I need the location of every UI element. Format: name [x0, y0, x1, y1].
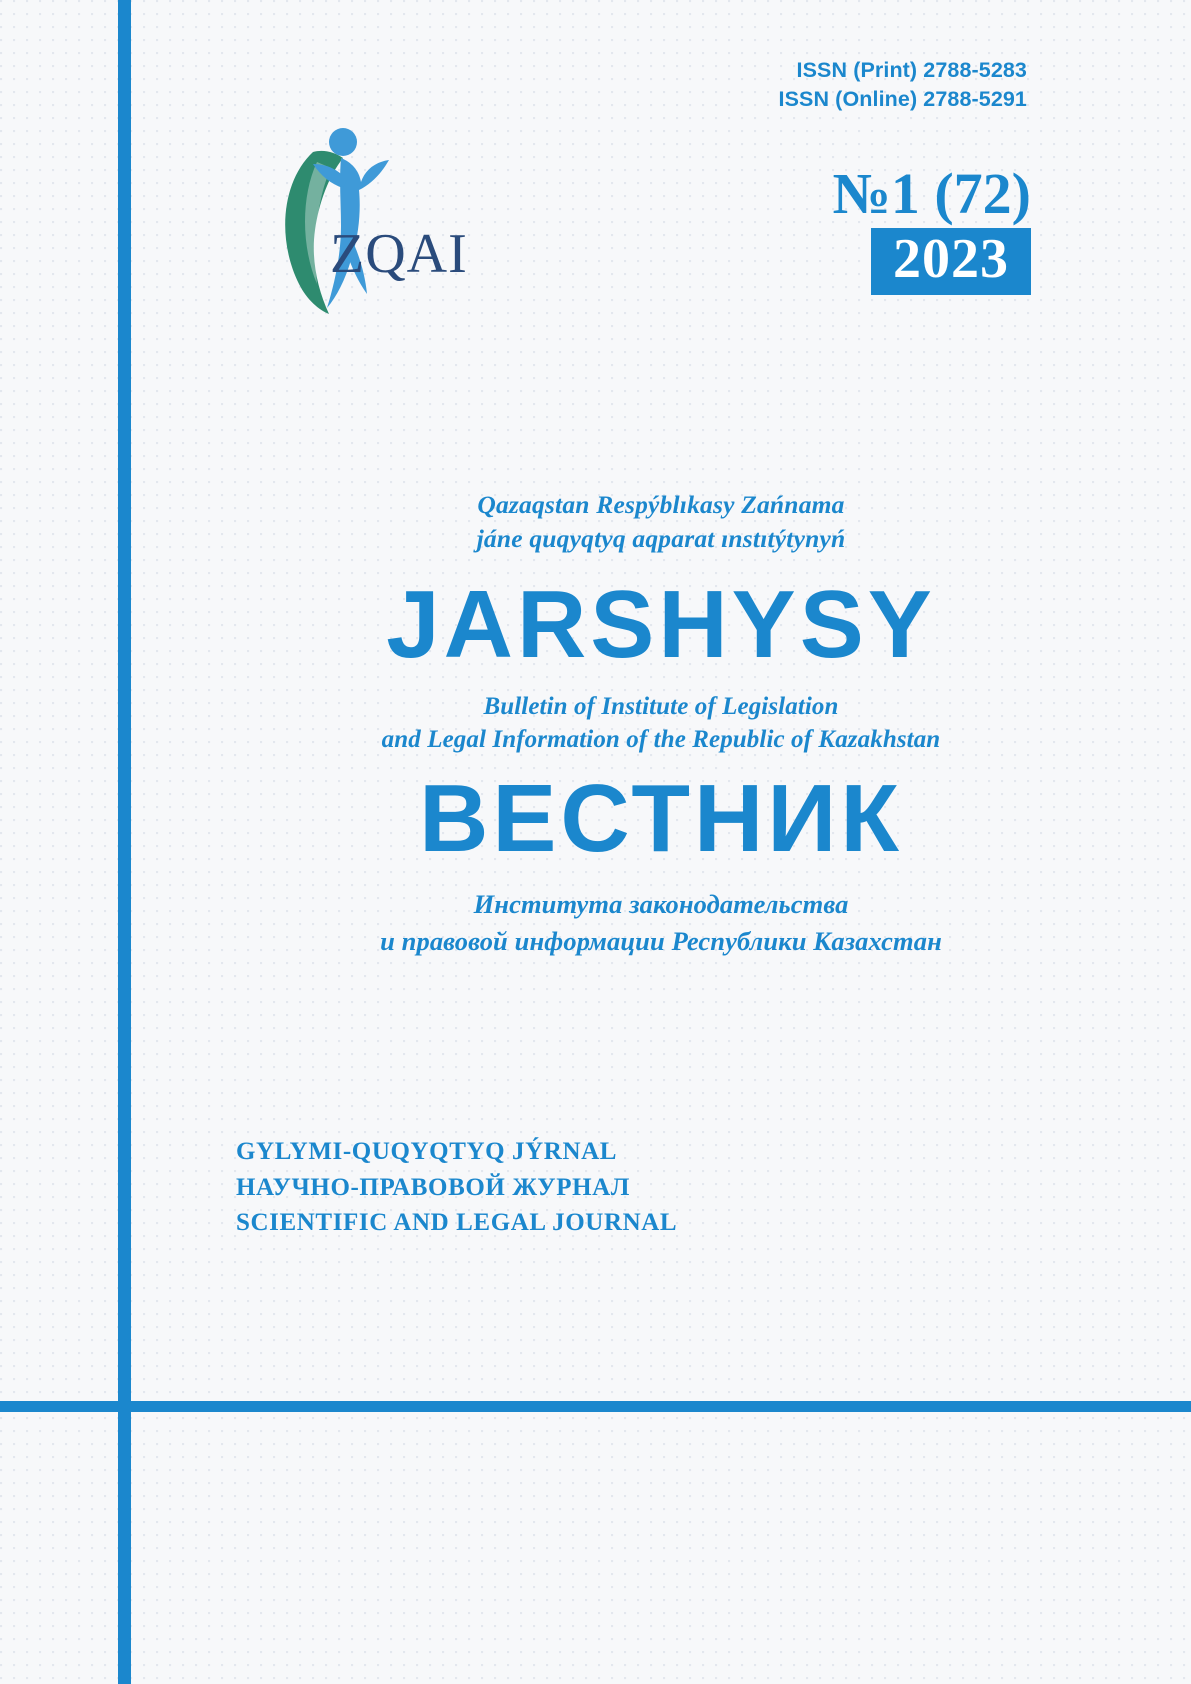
logo — [255, 118, 485, 333]
ru-main-title: ВЕСТНИК — [419, 765, 903, 873]
ru-subtitle-line-1: Института законодательства — [473, 888, 849, 919]
en-subtitle-line-2: and Legal Information of the Republic of Kazakhstan — [381, 726, 941, 754]
title-block — [131, 488, 1191, 959]
journal-type-ru: НАУЧНО-ПРАВОВОЙ ЖУРНАЛ — [236, 1173, 631, 1201]
issue-year: 2023 — [871, 228, 1031, 295]
logo-text: ZQAI — [330, 223, 468, 285]
vertical-accent-rule — [118, 0, 131, 1684]
issn-block — [779, 56, 1027, 114]
journal-type-kz: GYLYMI-QUQYQTYQ JÝRNAL — [236, 1138, 618, 1165]
horizontal-accent-rule — [0, 1401, 1191, 1412]
en-subtitle-line-1: Bulletin of Institute of Legislation — [483, 692, 839, 720]
ru-subtitle-line-2: и правовой информации Республики Казахстан — [380, 925, 942, 956]
issn-online: ISSN (Online) 2788-5291 — [778, 87, 1027, 112]
issn-print: ISSN (Print) 2788-5283 — [796, 58, 1027, 82]
kz-main-title: JARSHYSY — [386, 570, 936, 678]
ru-subtitle — [131, 886, 1191, 959]
kz-subtitle — [131, 488, 1191, 557]
en-subtitle — [131, 690, 1191, 758]
kz-subtitle-line-2: jáne quqyqtyq aqparat ınstıtýtynyń — [476, 524, 846, 554]
kz-subtitle-line-1: Qazaqstan Respýblıkasy Zańnama — [477, 490, 845, 519]
journal-type-en: SCIENTIFIC AND LEGAL JOURNAL — [236, 1209, 678, 1236]
issue-number: №1 (72) — [832, 161, 1031, 226]
journal-type-block — [236, 1134, 677, 1241]
